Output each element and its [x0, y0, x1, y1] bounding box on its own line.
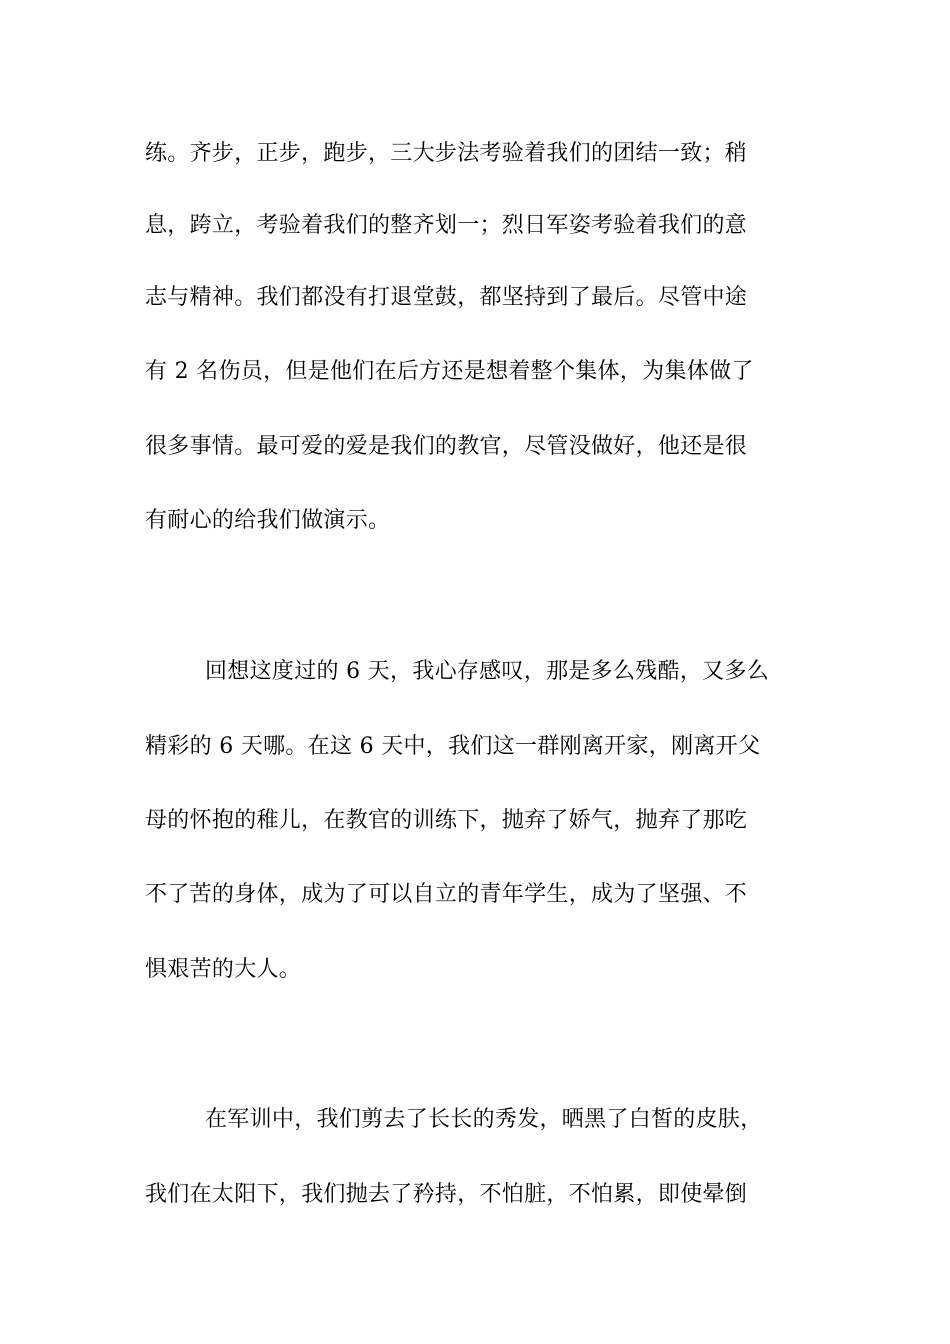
paragraph-2-line-5: 惧艰苦的大人。	[145, 957, 302, 982]
paragraph-1-line-1: 练。齐步，正步，跑步，三大步法考验着我们的团结一致；稍	[145, 141, 748, 166]
paragraph-1-line-3: 志与精神。我们都没有打退堂鼓，都坚持到了最后。尽管中途	[145, 285, 748, 310]
paragraph-2-line-1: 回想这度过的 6 天，我心存感叹，那是多么残酷，又多么	[205, 659, 770, 684]
paragraph-3-line-2: 我们在太阳下，我们抛去了矜持，不怕脏，不怕累，即使晕倒	[145, 1182, 748, 1207]
paragraph-1-line-6: 有耐心的给我们做演示。	[145, 508, 391, 533]
paragraph-1-line-4: 有 2 名伤员，但是他们在后方还是想着整个集体，为集体做了	[145, 359, 754, 384]
paragraph-2-line-2: 精彩的 6 天哪。在这 6 天中，我们这一群刚离开家，刚离开父	[145, 734, 761, 759]
paragraph-1-line-2: 息，跨立，考验着我们的整齐划一；烈日军姿考验着我们的意	[145, 213, 748, 238]
paragraph-3-line-1: 在军训中，我们剪去了长长的秀发，晒黑了白皙的皮肤，	[205, 1107, 763, 1132]
paragraph-2-line-4: 不了苦的身体，成为了可以自立的青年学生，成为了坚强、不	[145, 882, 748, 907]
paragraph-1-line-5: 很多事情。最可爱的爱是我们的教官，尽管没做好，他还是很	[145, 434, 748, 459]
paragraph-2-line-3: 母的怀抱的稚儿，在教官的训练下，抛弃了娇气，抛弃了那吃	[145, 808, 748, 833]
